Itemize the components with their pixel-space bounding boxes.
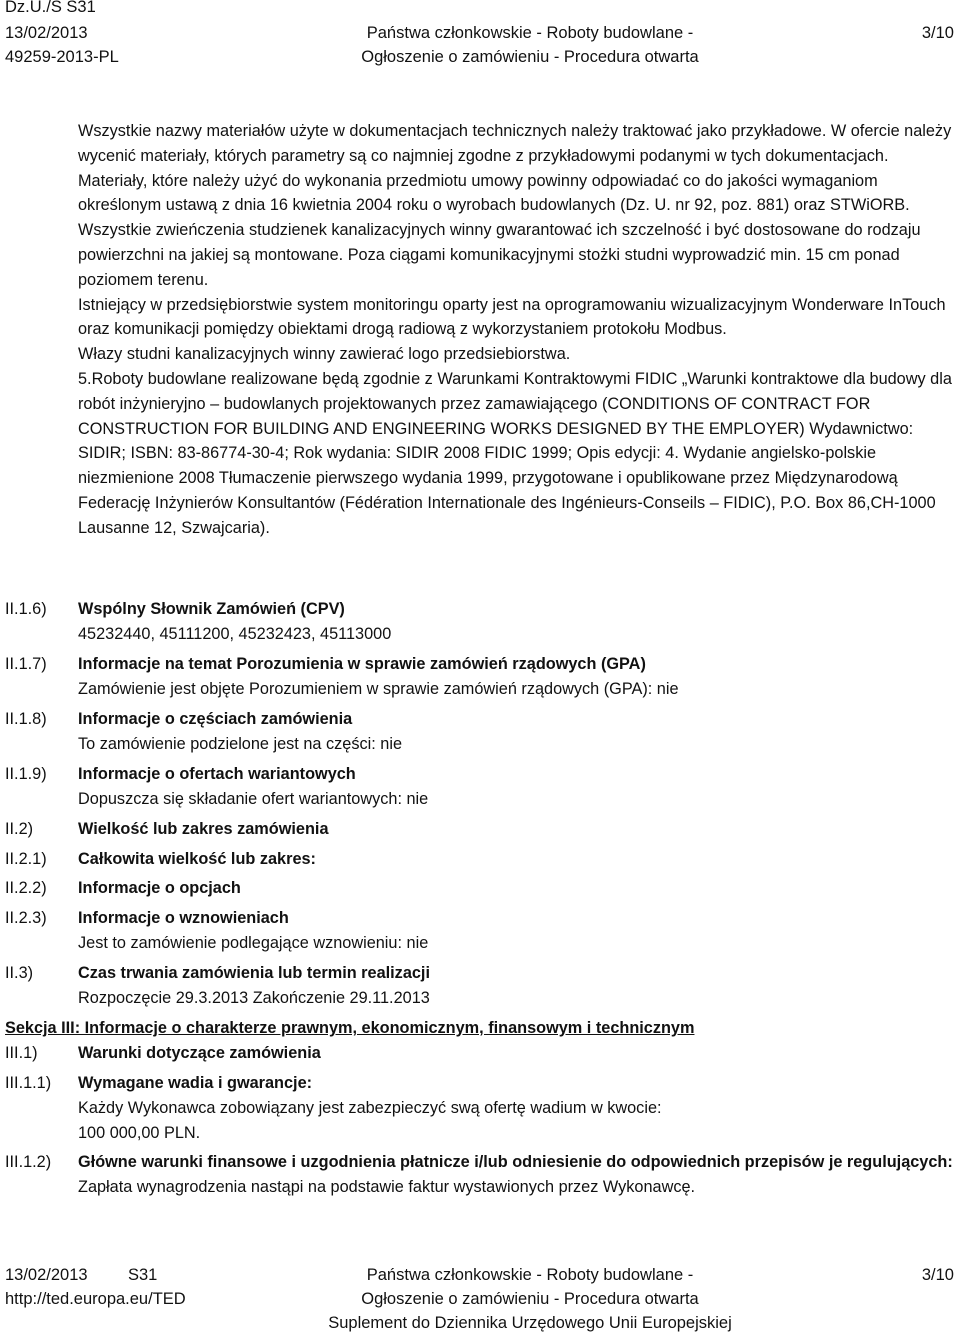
- section-heading: Całkowita wielkość lub zakres:: [78, 850, 316, 868]
- section-number: II.2): [5, 820, 34, 838]
- section-text: To zamówienie podzielone jest na części: nie: [78, 734, 402, 753]
- section-heading: Informacje o częściach zamówienia: [78, 710, 353, 728]
- section-heading: Informacje o ofertach wariantowych: [78, 765, 356, 783]
- header-title-line2: Ogłoszenie o zamówieniu - Procedura otwarta: [361, 48, 699, 66]
- footer-journal: S31: [128, 1266, 158, 1284]
- section-heading: Wymagane wadia i gwarancje:: [78, 1074, 313, 1092]
- section-number: II.1.8): [5, 710, 47, 728]
- section-number: III.1): [5, 1044, 38, 1062]
- section-text: Rozpoczęcie 29.3.2013 Zakończenie 29.11.2013: [78, 988, 430, 1007]
- section-number: II.1.6): [5, 600, 47, 618]
- paragraph: Wszystkie nazwy materiałów użyte w dokumentacjach technicznych należy traktować jako przykładowe. W ofercie należy wycenić materiały, których parametry są co najmniej zgodne z przykładowymi podanymi w tych dokumentacjach.: [78, 122, 952, 165]
- paragraph: Istniejący w przedsiębiorstwie system monitoringu oparty jest na oprogramowaniu wizualizacyjnym Wonderware InTouch oraz komunikacji pomiędzy obiektami drogą radiową z wykorzystaniem protokołu Modbus.: [78, 295, 946, 339]
- footer-url-link[interactable]: http://ted.europa.eu/TED: [5, 1290, 186, 1308]
- section-heading: Czas trwania zamówienia lub termin realizacji: [78, 964, 430, 982]
- section-number: II.2.2): [5, 879, 47, 897]
- header-date: 13/02/2013: [5, 24, 88, 42]
- section-number: II.2.3): [5, 909, 47, 927]
- section-heading: Informacje o wznowieniach: [78, 909, 289, 927]
- footer-title-line2: Ogłoszenie o zamówieniu - Procedura otwarta: [361, 1290, 699, 1308]
- journal-ref: Dz.U./S S31: [5, 0, 96, 16]
- paragraph: Wszystkie zwieńczenia studzienek kanalizacyjnych winny gwarantować ich szczelność i być dostosowane do rodzaju powierzchni na jakiej są montowane. Poza ciągami komunikacyjnymi stożki studni wyprowadzić min. 15 cm ponad poziomem terenu.: [78, 221, 921, 289]
- section-heading: Główne warunki finansowe i uzgodnienia płatnicze i/lub odniesienie do odpowiednich przepisów je regulujących:: [78, 1153, 953, 1171]
- paragraph: 5.Roboty budowlane realizowane będą zgodnie z Warunkami Kontraktowymi FIDIC „Warunki kontraktowe dla budowy dla robót inżynieryjno – budowlanych projektowanych przez zamawiającego (CONDITIONS OF CONTRACT FOR CONSTRUCTION FOR BUILDING AND ENGINEERING WORKS DESIGNED BY THE EMPLOYER) Wydawnictwo: SIDIR; ISBN: 83-86774-30-4; Rok wydania: SIDIR 2008 FIDIC 1999; Opis edycji: 4. Wydanie angielsko-polskie niezmienione 2008 Tłumaczenie pierwszego wydania 1999, przygotowane i opublikowane przez Międzynarodową Federację Inżynierów Konsultantów (Fédération Internationale des Ingénieurs-Conseils – FIDIC), P.O. Box 86,CH-1000 Lausanne 12, Szwajcaria).: [78, 369, 952, 537]
- section-heading: Warunki dotyczące zamówienia: [78, 1044, 321, 1062]
- page-header: [0, 0, 960, 70]
- page-footer: [0, 1264, 960, 1334]
- section-text: Jest to zamówienie podlegające wznowieniu: nie: [78, 933, 429, 952]
- section-number: II.1.7): [5, 655, 47, 673]
- section-text: Dopuszcza się składanie ofert wariantowych: nie: [78, 789, 429, 808]
- section-number: II.2.1): [5, 850, 47, 868]
- paragraph: Materiały, które należy użyć do wykonania przedmiotu umowy powinny odpowiadać co do jakości wymaganiom określonym ustawą z dnia 16 kwietnia 2004 roku o wyrobach budowlanych (Dz. U. nr 92, poz. 881) oraz STWiORB.: [78, 171, 910, 215]
- section-text: Każdy Wykonawca zobowiązany jest zabezpieczyć swą ofertę wadium w kwocie:: [78, 1098, 662, 1117]
- footer-date: 13/02/2013: [5, 1266, 88, 1284]
- header-page-number: 3/10: [921, 24, 954, 42]
- section-heading: Informacje o opcjach: [78, 879, 241, 897]
- footer-title-line1: Państwa członkowskie - Roboty budowlane -: [366, 1266, 694, 1284]
- section-text: Zapłata wynagrodzenia nastąpi na podstawie faktur wystawionych przez Wykonawcę.: [78, 1177, 696, 1196]
- section-text: 45232440, 45111200, 45232423, 45113000: [78, 624, 392, 643]
- section-heading: Informacje na temat Porozumienia w sprawie zamówień rządowych (GPA): [78, 655, 646, 673]
- paragraph: Włazy studni kanalizacyjnych winny zawierać logo przedsiebiorstwa.: [78, 345, 571, 364]
- section-heading: Wielkość lub zakres zamówienia: [78, 820, 329, 838]
- footer-title-line3: Suplement do Dziennika Urzędowego Unii Europejskiej: [328, 1314, 732, 1332]
- section-number: III.1.1): [5, 1074, 52, 1092]
- section-heading: Wspólny Słownik Zamówień (CPV): [78, 600, 345, 618]
- section-number: II.3): [5, 964, 34, 982]
- section-iii-title: Sekcja III: Informacje o charakterze prawnym, ekonomicznym, finansowym i technicznym: [5, 1019, 695, 1037]
- description-text: [78, 119, 958, 541]
- section-number: II.1.9): [5, 765, 47, 783]
- section-text: Zamówienie jest objęte Porozumieniem w sprawie zamówień rządowych (GPA): nie: [78, 679, 679, 698]
- wadium-amount: 100 000,00 PLN.: [78, 1123, 201, 1142]
- footer-page-number: 3/10: [921, 1266, 954, 1284]
- section-number: III.1.2): [5, 1153, 52, 1171]
- header-title-line1: Państwa członkowskie - Roboty budowlane -: [366, 24, 694, 42]
- document-id: 49259-2013-PL: [5, 48, 119, 66]
